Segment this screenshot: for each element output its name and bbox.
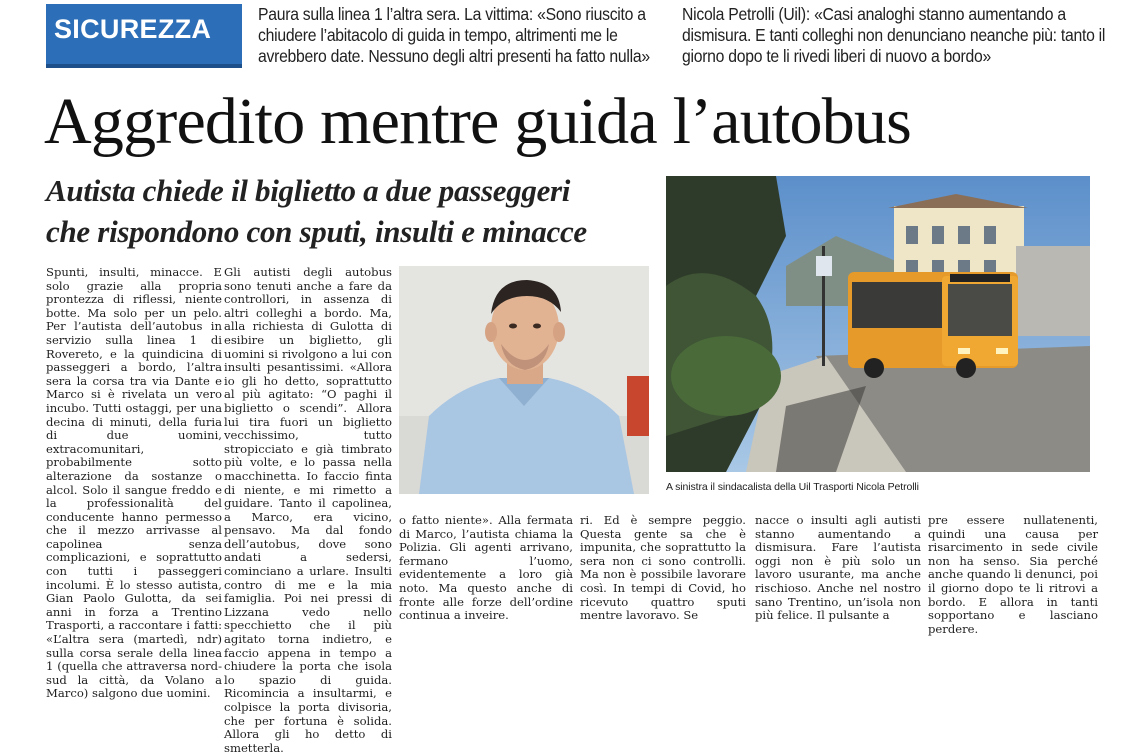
article-column-6-text: pre essere nullatenenti, quindi una causa per risarcimento in sede civile non ha senso. Sia perché anche quando li denunci, poi il giorno dopo te li ritrovi a bordo. E allora in tanti sopportano e lasciano perdere. [928, 513, 1098, 636]
article-column-1 [46, 265, 222, 701]
article-column-4-text: ri. Ed è sempre peggio. Questa gente sa che è impunita, che soprattutto la sera non ci sono controlli. Ma non è possibile lavorare così. In tempi di Covid, ho ricevuto quattro sputi mentre lavoravo. Se [580, 513, 746, 623]
article-column-2-text: Gli autisti degli autobus sono tenuti anche a fare da controllori, in assenza di altri colleghi a bordo. Ma, alla richiesta di Gulotta di esibire un biglietto, gli uomini si rivolgono a lui con insulti pesantissimi. «Allora io gli ho detto, soprattutto al più agitato: “O paghi il biglietto o scendi”. Allora lui tira fuori un biglietto vecchissimo, tutto stropicciato e già timbrato più volte, e lo passa nella macchinetta. Io faccio finta di niente, e mi rimetto a guidare. Tanto il capolinea, a Marco, era vicino, pensavo. Ma dal fondo dell’autobus, dove sono andati a sedersi, cominciano a urlare. Insulti contro di me e la mia famiglia. Poi nei pressi di Lizzana vedo nello specchietto che il più agitato torna indietro, e faccio appena in tempo a chiudere la porta che isola lo spazio di guida. Ricomincia a insultarmi, e colpisce la porta divisoria, che per fortuna è solida. Allora gli ho detto di smetterla. [224, 265, 392, 755]
portrait-photo [399, 266, 649, 494]
bus-shape [848, 272, 1018, 378]
article-column-2 [224, 265, 392, 755]
article-column-3 [399, 513, 573, 623]
headline: Aggredito mentre guida l’autobus [44, 85, 912, 158]
teaser-left: Paura sulla linea 1 l’altra sera. La vittima: «Sono riuscito a chiudere l’abitacolo di guida in tempo, altrimenti me le avrebbero date. Nessuno degli altri presenti ha fatto nulla» [258, 4, 650, 66]
article-column-6 [928, 513, 1098, 636]
article-column-4 [580, 513, 746, 623]
portrait-illustration [399, 266, 649, 494]
teaser-right: Nicola Petrolli (Uil): «Casi analoghi stanno aumentando a dismisura. E tanti colleghi non denunciano neanche più: tanto il giorno dopo te li rivedi liberi di nuovo a bordo» [682, 4, 1106, 66]
section-kicker [46, 4, 242, 68]
article-column-1-text: Spunti, insulti, minacce. E solo grazie alla propria prontezza di riflessi, niente botte. Ma solo per un pelo. Per l’autista dell’autobus in servizio sulla linea 1 di Rovereto, e la quindicina di passeggeri a bordo, l’altra sera la corsa tra via Dante e Marco si è rivelata un vero incubo. Tutti ostaggi, per una decina di minuti, della furia di due uomini, extracomunitari, probabilmente sotto alterazione da sostanze o alcol. Solo il sangue freddo e la professionalità del conducente hanno permesso che il mezzo arrivasse al capolinea senza complicazioni, e soprattutto con tutti i passeggeri incolumi. È lo stesso autista, Gian Paolo Gulotta, da sei anni in forza a Trentino Trasporti, a raccontare i fatti: «L’altra sera (martedì, ndr) sulla corsa serale della linea 1 (quella che attraversa nord-sud la città, da Volano a Marco) salgono due uomini. [46, 265, 222, 701]
article-column-5-text: nacce o insulti agli autisti stanno aumentando a dismisura. Fare l’autista oggi non è più solo un lavoro usurante, ma anche rischioso. Anche nel nostro sano Trentino, un’isola non più felice. Il pulsante a [755, 513, 921, 623]
bus-scene-illustration [666, 176, 1090, 472]
subheadline-line-1: Autista chiede il biglietto a due passeggeri [46, 173, 571, 208]
bus-photo [666, 176, 1090, 472]
article-column-5 [755, 513, 921, 623]
subheadline [46, 170, 686, 252]
subheadline-line-2: che rispondono con sputi, insulti e minacce [46, 214, 587, 249]
photo-caption: A sinistra il sindacalista della Uil Trasporti Nicola Petrolli [666, 481, 919, 493]
article-column-3-text: o fatto niente». Alla fermata di Marco, l’autista chiama la Polizia. Gli agenti arrivano, fermano l’uomo, evidentemente a loro già noto. Ma questo anche di fronte alle forze dell’ordine continua a inveire. [399, 513, 573, 623]
section-kicker-label: SICUREZZA [54, 14, 212, 44]
